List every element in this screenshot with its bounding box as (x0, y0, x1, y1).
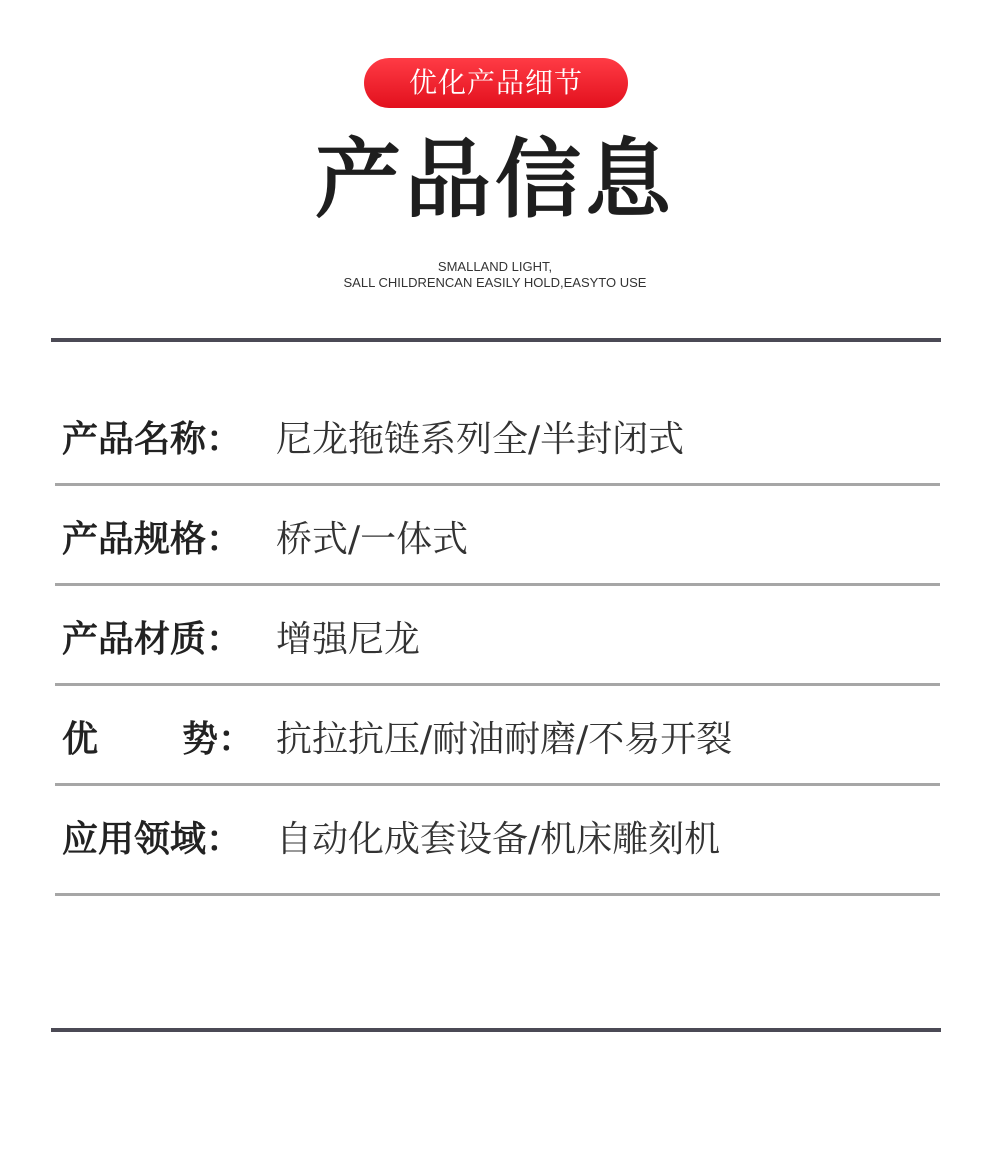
spec-row-material (0, 610, 990, 670)
spec-label: 产品规格： (62, 519, 243, 560)
row-divider (55, 583, 940, 586)
row-divider (55, 483, 940, 486)
spec-label (62, 710, 254, 770)
page-title: 产品信息 (315, 130, 675, 230)
spec-row-advantage (0, 710, 990, 770)
spec-label-last: 势： (181, 719, 254, 760)
row-divider (55, 783, 940, 786)
spec-label: 应用领域： (62, 819, 243, 860)
spec-label: 产品材质： (62, 619, 243, 660)
top-divider (51, 338, 941, 342)
spec-label: 产品名称： (62, 419, 243, 460)
spec-row-name (0, 410, 990, 470)
row-divider (55, 683, 940, 686)
spec-value: 自动化成套设备/机床雕刻机 (276, 819, 721, 860)
spec-row-application (0, 810, 990, 870)
spec-value: 尼龙拖链系列全/半封闭式 (276, 419, 685, 460)
subtitle-line-2: SALL CHILDRENCAN EASILY HOLD,EASYTO USE (343, 275, 647, 290)
subtitle-line-1: SMALLAND LIGHT, (437, 259, 553, 274)
spec-label-first: 优 (62, 719, 99, 760)
section-badge: 优化产品细节 (364, 58, 628, 108)
spec-row-specification (0, 510, 990, 570)
bottom-divider (51, 1028, 941, 1032)
spec-value: 增强尼龙 (276, 619, 421, 660)
row-divider (55, 893, 940, 896)
spec-value: 桥式/一体式 (276, 519, 469, 560)
spec-value: 抗拉抗压/耐油耐磨/不易开裂 (276, 719, 733, 760)
